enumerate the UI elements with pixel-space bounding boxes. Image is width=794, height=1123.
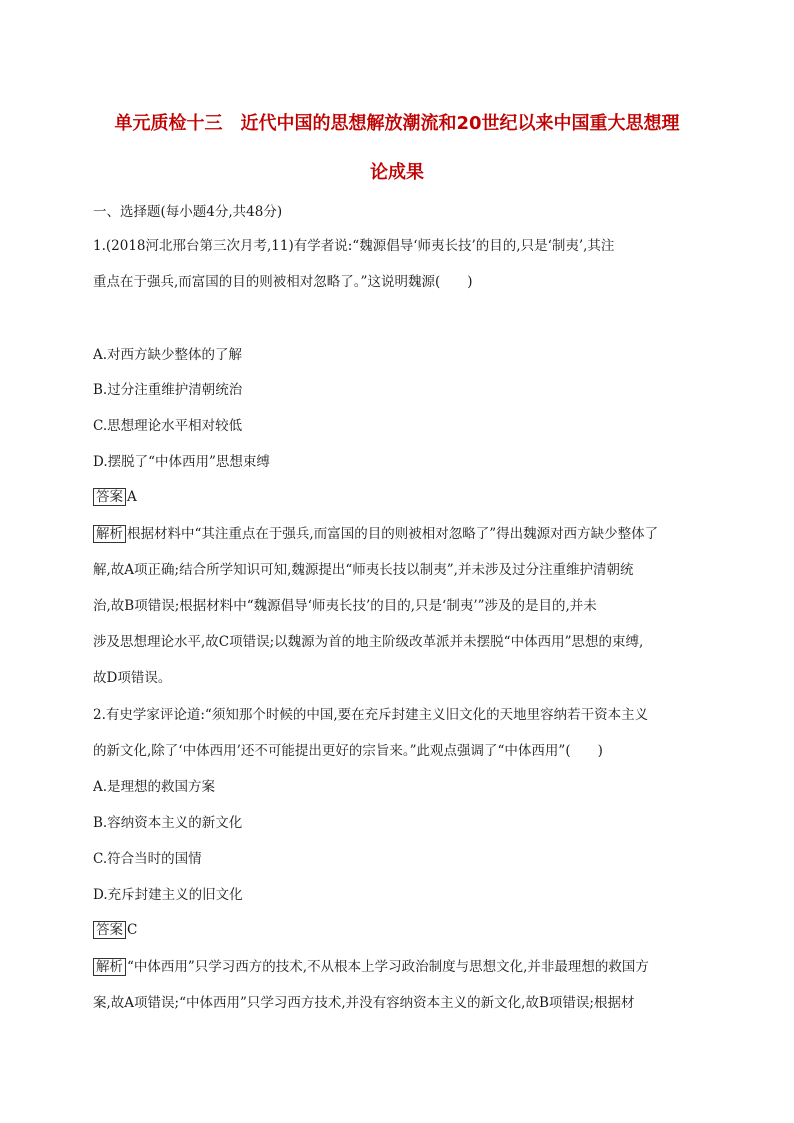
q1-stem-line-1: 1.(2018河北邢台第三次月考,11)有学者说:“魏源倡导‘师夷长技’的目的,只是‘制夷’,其注 <box>93 238 615 254</box>
q1-analysis-line-5: 故D项错误。 <box>93 670 172 686</box>
section-heading: 一、选择题(每小题4分,共48分) <box>93 204 283 220</box>
q1-option-a: A.对西方缺少整体的了解 <box>93 347 243 363</box>
q2-stem-line-2: 的新文化,除了‘中体西用’还不可能提出更好的宗旨来。”此观点强调了“中体西用”( ) <box>93 743 603 759</box>
q1-analysis-line-3: 治,故B项错误;根据材料中“魏源倡导‘师夷长技’的目的,只是‘制夷’”涉及的是目的,并未 <box>93 598 597 614</box>
q2-analysis-text-1: “中体西用”只学习西方的技术,不从根本上学习政治制度与思想文化,并非最理想的救国方 <box>127 959 649 975</box>
q1-answer-label: 答案 <box>93 488 126 506</box>
q2-analysis-label: 解析 <box>93 958 126 976</box>
q2-option-a: A.是理想的救国方案 <box>93 779 216 795</box>
q2-option-b: B.容纳资本主义的新文化 <box>93 815 243 831</box>
q1-analysis-label: 解析 <box>93 525 126 543</box>
q2-stem-line-1: 2.有史学家评论道:“须知那个时候的中国,要在充斥封建主义旧文化的天地里容纳若干资本主义 <box>93 707 649 723</box>
q1-analysis-text-1: 根据材料中“其注重点在于强兵,而富国的目的则被相对忽略了”得出魏源对西方缺少整体了 <box>127 526 659 542</box>
q2-answer-value: C <box>127 922 138 938</box>
q2-answer-label: 答案 <box>93 921 126 939</box>
q2-option-c: C.符合当时的国情 <box>93 851 202 867</box>
document-title-line-2: 论成果 <box>370 162 424 183</box>
q1-answer <box>93 488 137 506</box>
q2-option-d: D.充斥封建主义的旧文化 <box>93 887 243 903</box>
q2-analysis-line-2: 案,故A项错误;“中体西用”只学习西方技术,并没有容纳资本主义的新文化,故B项错误;根据材 <box>93 995 635 1011</box>
q1-stem-line-2: 重点在于强兵,而富国的目的则被相对忽略了。”这说明魏源( ) <box>93 274 473 290</box>
q1-option-d: D.摆脱了“中体西用”思想束缚 <box>93 454 270 470</box>
document-title-line-1: 单元质检十三 近代中国的思想解放潮流和20世纪以来中国重大思想理 <box>114 113 680 134</box>
q1-answer-value: A <box>127 489 137 505</box>
q1-option-c: C.思想理论水平相对较低 <box>93 418 243 434</box>
q1-analysis-line-2: 解,故A项正确;结合所学知识可知,魏源提出“师夷长技以制夷”,并未涉及过分注重维护清朝统 <box>93 562 634 578</box>
q1-analysis-line-4: 涉及思想理论水平,故C项错误;以魏源为首的地主阶级改革派并未摆脱“中体西用”思想的束缚, <box>93 634 644 650</box>
q1-option-b: B.过分注重维护清朝统治 <box>93 382 243 398</box>
q2-answer <box>93 921 137 939</box>
q1-analysis-line-1 <box>93 525 658 543</box>
q2-analysis-line-1 <box>93 958 649 976</box>
